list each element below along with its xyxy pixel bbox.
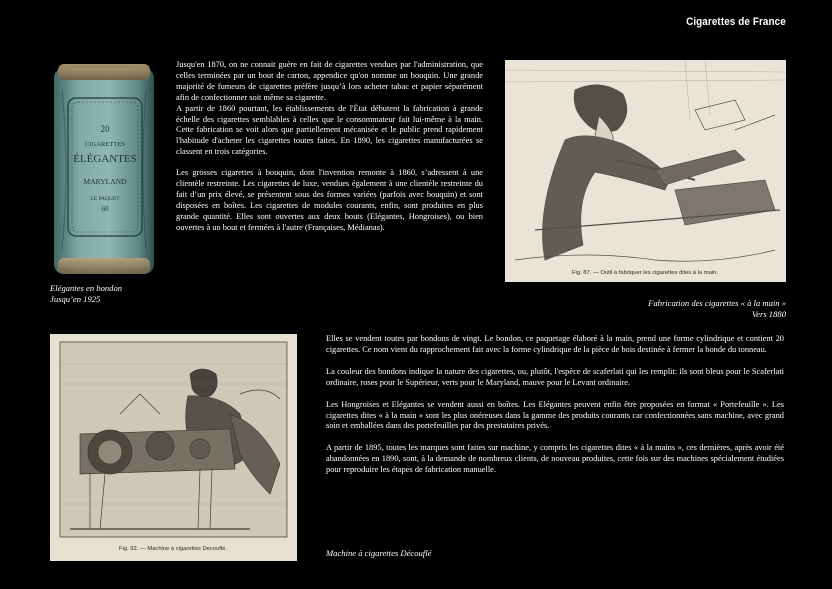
package-caption-line1: Elégantes en bondon xyxy=(50,283,123,293)
engraving-hand-rolling xyxy=(505,60,786,282)
engraving-bottom-caption: Machine à cigarettes Découflé xyxy=(326,548,432,558)
engraving-top-caption-line2: Vers 1880 xyxy=(751,309,786,319)
engraving-top-caption-line1: Fabrication des cigarettes « à la main » xyxy=(648,298,786,308)
bottom-paragraph-3: Les Hongroises et Elégantes se vendent aussi en boîtes. Les Elégantes peuvent enfin être proposées en format « Portefeuille ». Les cigarettes dites « à la main » sont les plus onéreuses dans la gamme des produits courants car confectionnées sans machine, avec grand soin et emballées dans des portefeuilles par des prestataires privés. xyxy=(326,399,784,431)
page-title: Cigarettes de France xyxy=(686,16,786,28)
package-caption xyxy=(50,283,190,305)
package-label-price: 60 xyxy=(101,205,109,213)
figure-87-caption: Fig. 87. — Outil à fabriquer les cigarettes dites à la main. xyxy=(572,270,718,276)
bottom-paragraph-1: Elles se vendent toutes par bondons de vingt. Le bondon, ce paquetage élaboré à la main, prend une forme cylindrique et contient 20 cigarettes. Ce nom vient du rapprochement fait avec la forme cylindrique de la pièce de bois destinée à fermer la bonde du tonneau. xyxy=(326,334,784,354)
package-label-cigarettes: CIGARETTES xyxy=(85,141,125,148)
bottom-paragraph-4: A partir de 1895, toutes les marques sont faites sur machine, y compris les cigarettes dites « à la mains », ces dernières, après avoir été abandonnées en 1890, sont, à la demande de nombreux clients, de nouveau produites, cette fois sur des machines spécialement étudiées pour reproduire les étapes de fabrication manuelle. xyxy=(326,443,784,475)
package-label-variety: MARYLAND xyxy=(83,177,127,186)
engraving-hand-rolling-illustration xyxy=(505,60,786,282)
bottom-paragraph-2: La couleur des bondons indique la nature des cigarettes, ou, plutôt, l'espèce de scaferlati qui les remplit: ils sont bleus pour le Scaferlati ordinaire, roses pour le Supérieur, verts pour le Maryland, mauve pour le Levant ordinaire. xyxy=(326,366,784,387)
package-label-count: 20 xyxy=(100,124,110,134)
bottom-text-block xyxy=(326,334,784,476)
figure-92-caption: Fig. 92. — Machine à cigarettes Decouflé. xyxy=(119,546,227,552)
top-paragraph-1: Jusqu'en 1870, on ne connait guère en fait de cigarettes vendues par l'administration, que celles terminées par un bout de carton, appendice qu'on nomme un bouquin. Une grande majorité de fumeurs de cigarettes préfère jusqu’à lors acheter tabac et papier séparément afin de confectionner soit même sa cigarette. xyxy=(176,60,483,102)
top-paragraph-3: Les grosses cigarettes à bouquin, dont l'invention remonte à 1860, s’adressent à une clientèle restreinte. Les cigarettes de luxe, vendues également à une clientèle restreinte du fait d’un prix élevé, se présentent sous des formes variées (parfois avec bouquin) et sont disposées en boîtes. Les cigarettes de modules courants, enfin, sont produites en plus grande quantité. Elles sont ouvertes aux deux bouts (Elégantes, Hongroises), ou bien ouvertes à un bout et fermées à l'autre (Françaises, Médianas). xyxy=(176,168,483,232)
engraving-top-caption xyxy=(560,298,786,320)
package-label-brand: ÉLÉGANTES xyxy=(73,153,137,165)
package-caption-line2: Jusqu’en 1925 xyxy=(50,294,101,304)
engraving-machine xyxy=(50,334,297,561)
package-label-price-label: LE PAQUET xyxy=(90,196,120,202)
engraving-machine-illustration xyxy=(50,334,297,561)
top-paragraph-2: A partir de 1860 pourtant, les établissements de l'État débutent la fabrication à grande échelle des cigarettes semblables à celles que le consommateur fait lui-même à la main. Cette fabrication se voit alors que partiellement mécanisée et le public prend rapidement l'habitude d'acheter les cigarettes toutes faites. En 1890, les cigarettes manufacturées se classent en trois catégories. xyxy=(176,103,483,157)
package-photo xyxy=(50,60,158,278)
top-text-block xyxy=(176,60,483,234)
cigarette-package-illustration xyxy=(50,60,158,278)
